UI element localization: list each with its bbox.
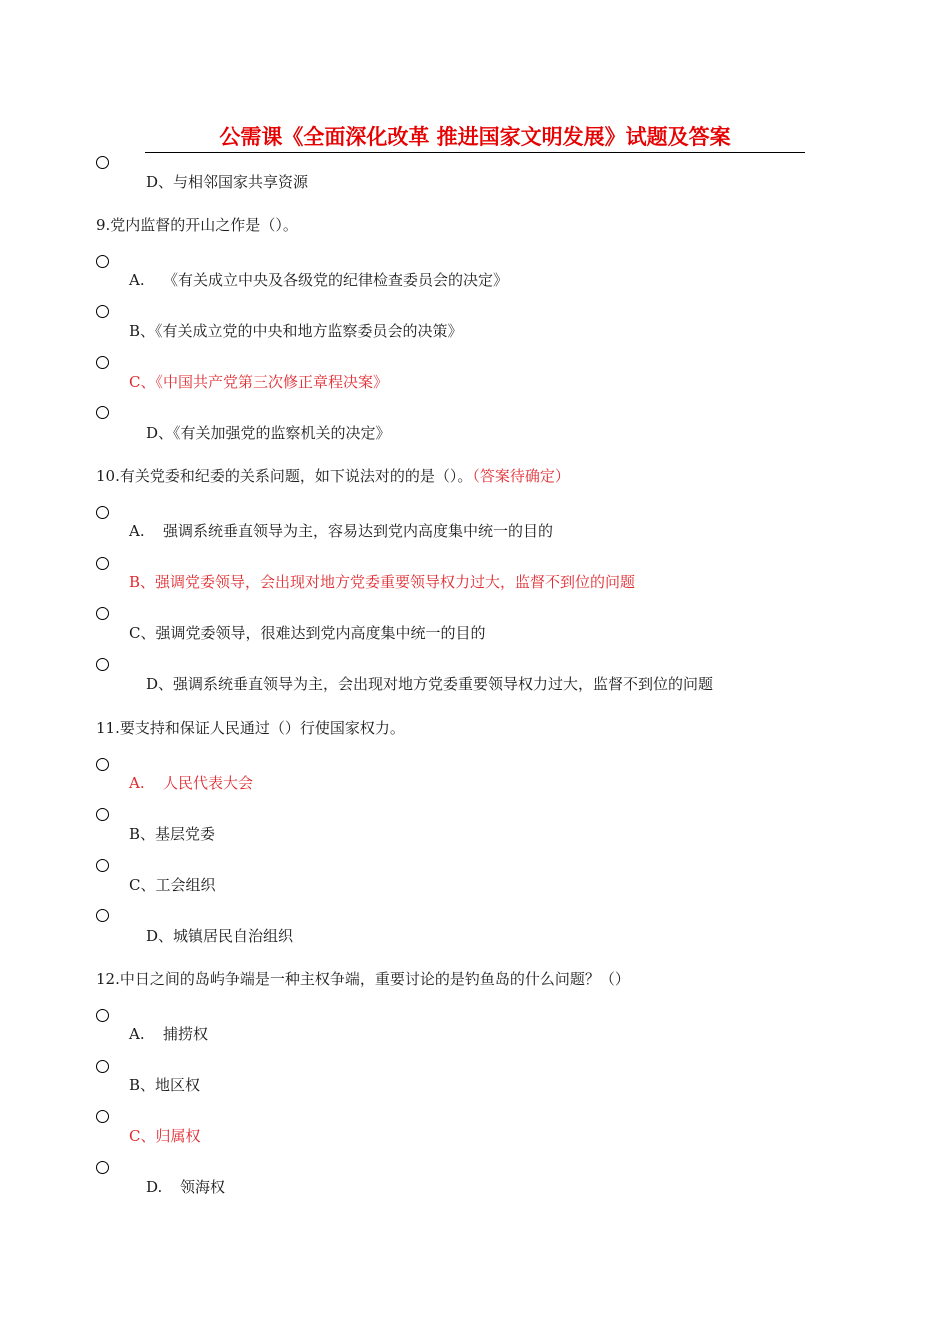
q11-option-c: C、工会组织 [129,876,216,894]
radio-button[interactable] [96,1009,109,1022]
q9-option-d: D、《有关加强党的监察机关的决定》 [146,424,391,442]
answer-pending-note: （答案待确定） [472,467,570,485]
radio-button[interactable] [96,305,109,318]
q11-option-d: D、城镇居民自治组织 [146,927,294,945]
radio-button[interactable] [96,406,109,419]
q10-option-b-correct: B、强调党委领导，会出现对地方党委重要领导权力过大，监督不到位的问题 [129,573,636,591]
radio-button[interactable] [96,156,109,169]
radio-button[interactable] [96,808,109,821]
option-text: 《有关成立中央及各级党的纪律检查委员会的决定》 [163,271,509,289]
q12-option-a [129,1024,208,1044]
q11-option-b: B、基层党委 [129,825,216,843]
option-text: D、与相邻国家共享资源 [146,173,309,191]
q9-option-c-correct: C、《中国共产党第三次修正章程决案》 [129,373,388,391]
option-letter: A. [129,1025,145,1043]
q9-option-a [129,270,508,290]
option-text: 强调系统垂直领导为主，容易达到党内高度集中统一的目的 [163,522,554,540]
radio-button[interactable] [96,658,109,671]
question-12-text: 12.中日之间的岛屿争端是一种主权争端，重要讨论的是钓鱼岛的什么问题？（） [96,970,630,988]
question-11-text: 11.要支持和保证人民通过（）行使国家权力。 [96,719,405,737]
option-letter: A. [129,271,145,289]
question-9-text: 9.党内监督的开山之作是（）。 [96,216,298,234]
q10-option-a [129,521,553,541]
question-10 [96,466,570,486]
q10-option-d: D、强调系统垂直领导为主，会出现对地方党委重要领导权力过大，监督不到位的问题 [146,675,714,693]
radio-button[interactable] [96,607,109,620]
page-title: 公需课《全面深化改革 推进国家文明发展》试题及答案 [219,125,731,149]
radio-button[interactable] [96,1161,109,1174]
title-bar [145,122,805,153]
option-text: 捕捞权 [163,1025,209,1043]
q10-option-c: C、强调党委领导，很难达到党内高度集中统一的目的 [129,624,486,642]
radio-button[interactable] [96,1110,109,1123]
option-letter: D. [146,1178,163,1196]
radio-button[interactable] [96,557,109,570]
q12-option-d [146,1177,225,1197]
radio-button[interactable] [96,506,109,519]
radio-button[interactable] [96,758,109,771]
radio-button[interactable] [96,909,109,922]
q9-option-b: B、《有关成立党的中央和地方监察委员会的决策》 [129,322,463,340]
q11-option-a-correct [129,773,253,793]
radio-button[interactable] [96,356,109,369]
question-10-text: 10.有关党委和纪委的关系问题，如下说法对的的是（）。 [96,467,473,485]
option-text: 领海权 [180,1178,226,1196]
radio-button[interactable] [96,1060,109,1073]
radio-button[interactable] [96,859,109,872]
option-text: 人民代表大会 [163,774,254,792]
option-letter: A. [129,774,145,792]
q12-option-b: B、地区权 [129,1076,201,1094]
radio-button[interactable] [96,255,109,268]
option-letter: A. [129,522,145,540]
q12-option-c-correct: C、归属权 [129,1127,201,1145]
